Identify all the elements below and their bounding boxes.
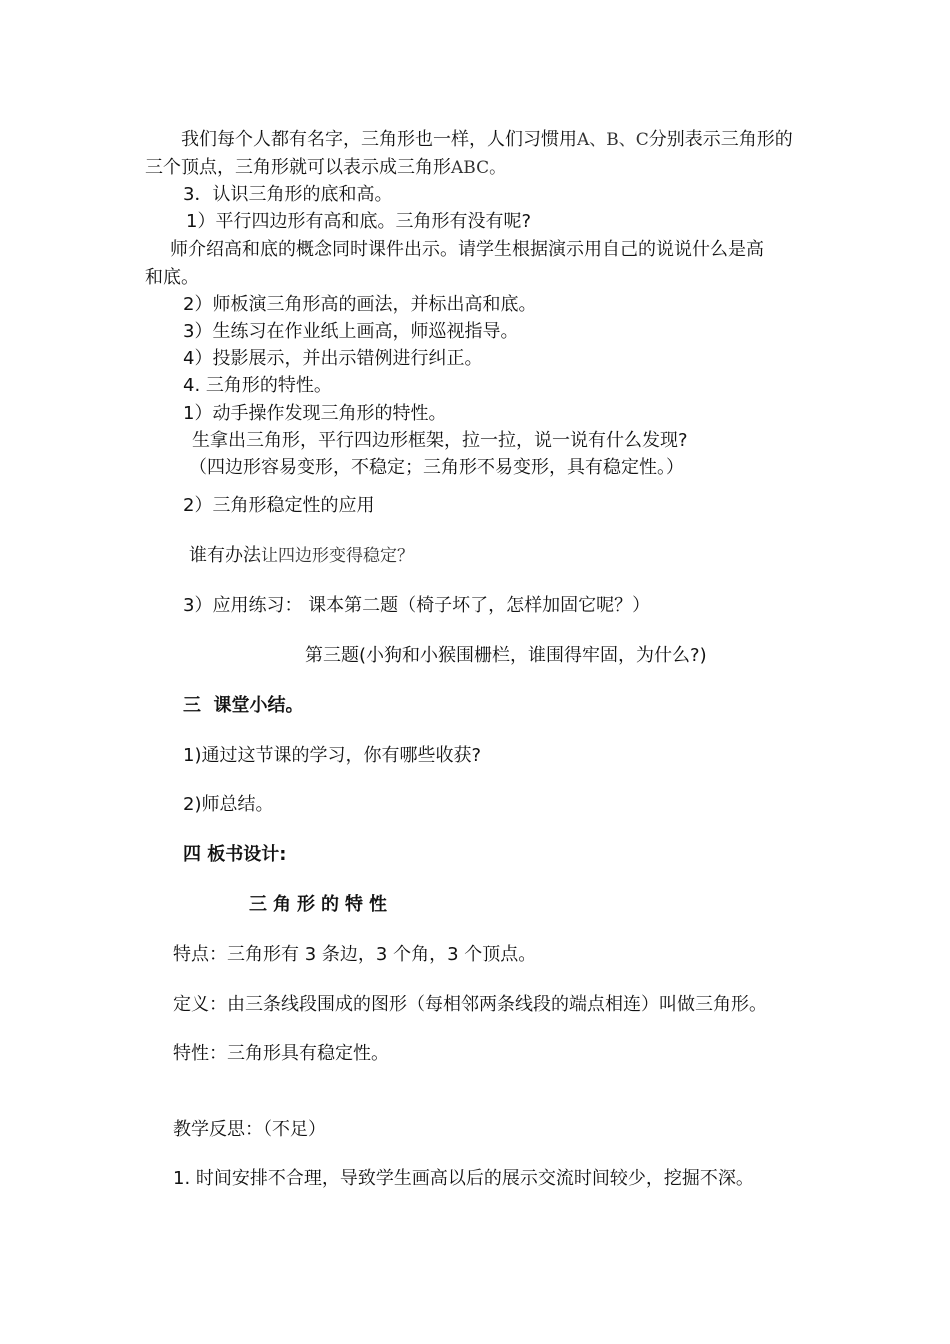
section-4-item-3-b: 第三题(小狗和小猴围栅栏，谁围得牢固，为什么?) bbox=[305, 645, 707, 666]
section-3-item-2: 2）师板演三角形高的画法，并标出高和底。 bbox=[183, 294, 537, 315]
student-activity-line: 生拿出三角形，平行四边形框架，拉一拉，说一说有什么发现? bbox=[192, 430, 688, 451]
section-4-title: 4. 三角形的特性。 bbox=[183, 375, 332, 396]
section-3-item-3: 3）生练习在作业纸上画高，师巡视指导。 bbox=[183, 321, 519, 342]
intro-triangle-name: ABC。 bbox=[451, 158, 507, 178]
section-3-item-4: 4）投影展示，并出示错例进行纠正。 bbox=[183, 348, 483, 369]
summary-title: 三 课堂小结。 bbox=[183, 695, 304, 716]
teacher-intro-line-1: 师介绍高和底的概念同时课件出示。请学生根据演示用自己的说说什么是高 bbox=[170, 239, 764, 260]
intro-vertex-labels: A、B、C bbox=[577, 130, 649, 150]
summary-item-2: 2)师总结。 bbox=[183, 794, 274, 815]
activity-answer-line: （四边形容易变形，不稳定；三角形不易变形，具有稳定性。） bbox=[189, 457, 684, 478]
board-property: 特性：三角形具有稳定性。 bbox=[173, 1043, 389, 1064]
board-heading: 三角形的特性 bbox=[249, 894, 393, 915]
intro-text-1a: 我们每个人都有名字，三角形也一样，人们习惯用 bbox=[181, 129, 577, 150]
section-4-item-1: 1）动手操作发现三角形的特性。 bbox=[183, 403, 447, 424]
board-features: 特点：三角形有 3 条边，3 个角，3 个顶点。 bbox=[173, 944, 537, 965]
section-4-item-3: 3）应用练习： 课本第二题（椅子坏了，怎样加固它呢？） bbox=[183, 595, 651, 616]
board-design-title: 四 板书设计: bbox=[183, 844, 287, 865]
summary-item-1: 1)通过这节课的学习，你有哪些收获? bbox=[183, 745, 482, 766]
stability-question bbox=[189, 544, 414, 568]
intro-text-1c: 分别表示三角形的 bbox=[648, 129, 793, 150]
stability-question-b: 让四边形变得稳定？ bbox=[261, 546, 414, 566]
section-4-item-2: 2）三角形稳定性的应用 bbox=[183, 495, 375, 516]
intro-line-1 bbox=[181, 128, 793, 152]
intro-text-2a: 三个顶点，三角形就可以表示成三角形 bbox=[145, 157, 451, 178]
reflection-item-1: 1. 时间安排不合理，导致学生画高以后的展示交流时间较少，挖掘不深。 bbox=[173, 1168, 754, 1189]
section-3-title: 3．认识三角形的底和高。 bbox=[183, 184, 393, 205]
stability-question-a: 谁有办法 bbox=[189, 545, 261, 566]
reflection-title: 教学反思：（不足） bbox=[173, 1119, 326, 1140]
teacher-intro-line-2: 和底。 bbox=[145, 267, 199, 288]
board-definition: 定义：由三条线段围成的图形（每相邻两条线段的端点相连）叫做三角形。 bbox=[173, 994, 767, 1015]
intro-line-2 bbox=[145, 156, 506, 180]
section-3-item-1: 1）平行四边形有高和底。三角形有没有呢? bbox=[186, 211, 532, 232]
